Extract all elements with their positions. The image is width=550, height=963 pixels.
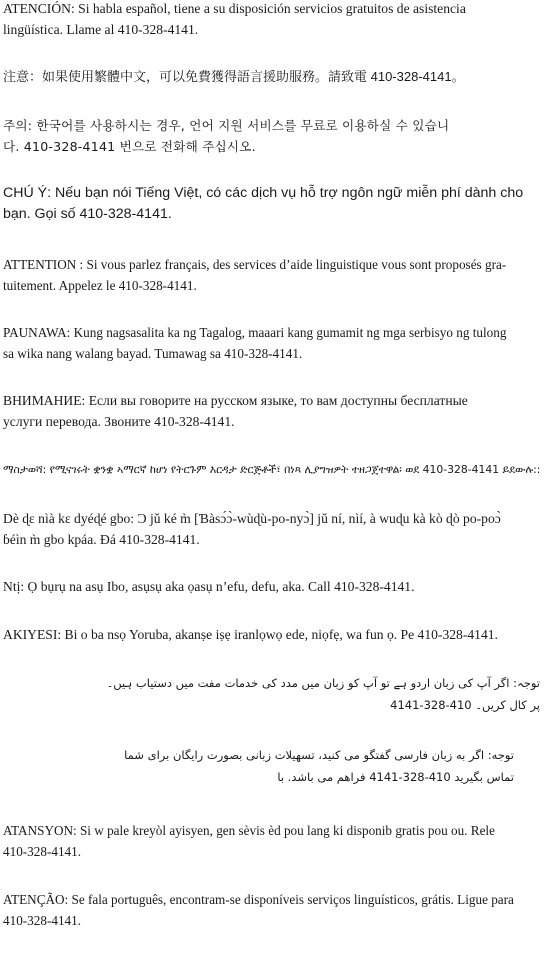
notice-spanish: [3, 0, 545, 40]
notice-portuguese: [3, 889, 545, 931]
notice-amharic: [3, 459, 545, 480]
notice-line: Ntị: Ọ bụrụ na asụ Ibo, asụsụ aka ọasụ n’efu, defu, aka. Call 410-328-4141.: [3, 579, 415, 594]
notice-igbo: [3, 576, 545, 597]
notice-line: bạn. Gọi số 410-328-4141.: [3, 206, 172, 222]
notice-haitian-creole: [3, 820, 545, 862]
notice-line: پر کال کریں۔ 410-328-4141: [390, 698, 540, 712]
notice-line: تماس بگیرید 410-328-4141 فراهم می باشد. با: [277, 770, 514, 784]
notice-line: 410-328-4141.: [3, 913, 82, 928]
notice-line: услуги перевода. Звоните 410-328-4141.: [3, 414, 235, 429]
notice-korean: [3, 115, 545, 157]
notice-line: 注意：如果使用繁體中文，可以免費獲得語言援助服務。請致電 410-328-4141。: [3, 69, 465, 84]
notice-line: AKIYESI: Bi o ba nsọ Yoruba, akanṣe iṣẹ iranlọwọ ede, niọfẹ, wa fun ọ. Pe 410-328-4141.: [3, 627, 498, 642]
notice-french: [3, 254, 545, 296]
notice-farsi: [0, 744, 514, 788]
notice-line: sa wika nang walang bayad. Tumawag sa 410-328-4141.: [3, 346, 303, 361]
notice-line: Dè ɖɛ nìà kɛ dyéɖé gbo: Ɔ jǔ ké m̀ [Ɓàsɔ́ɔ̀-wùɖù-po-nyɔ̀] jǔ ní, nìí, à wuɖu kà kò ɖò po-poɔ̀: [3, 511, 501, 526]
notice-russian: [3, 390, 545, 432]
notice-line: PAUNAWA: Kung nagsasalita ka ng Tagalog, maaari kang gumamit ng mga serbisyo ng tulong: [3, 325, 507, 340]
notice-chinese: [3, 66, 545, 87]
notice-line: ATENCIÓN: Si habla español, tiene a su disposición servicios gratuitos de asistencia: [3, 1, 466, 16]
notice-line: 410-328-4141.: [3, 844, 82, 859]
notice-line: ማስታወሻ: የሚናገሩት ቋንቋ ኣማርኛ ከሆነ የትርጉም እርዳታ ድርጅቶች፣ በነጻ ሊያግዝዎት ተዘጋጀተዋል፡ ወደ 410-328-4141 ይደውሉ::: [3, 463, 541, 476]
notice-urdu: [20, 672, 540, 716]
notice-line: lingüística. Llame al 410-328-4141.: [3, 22, 199, 37]
notice-line: ɓéìn m̀ gbo kpáa. Ɖá 410-328-4141.: [3, 532, 200, 547]
notice-yoruba: [3, 624, 545, 645]
notice-line: ВНИМАНИЕ: Если вы говорите на русском языке, то вам доступны бесплатные: [3, 393, 468, 408]
notice-tagalog: [3, 322, 545, 364]
notice-line: ATENÇÃO: Se fala português, encontram-se disponíveis serviços linguísticos, grátis. Ligue para: [3, 892, 514, 907]
notice-line: 다. 410-328-4141 번으로 전화해 주십시오.: [3, 139, 256, 154]
notice-line: tuitement. Appelez le 410-328-4141.: [3, 278, 197, 293]
notice-line: ATANSYON: Si w pale kreyòl ayisyen, gen sèvis èd pou lang ki disponib gratis pou ou. Rele: [3, 823, 495, 838]
notice-vietnamese: [3, 183, 545, 225]
notice-line: توجه: اگر به زبان فارسی گفتگو می کنید، تسهیلات زبانی بصورت رایگان برای شما: [124, 748, 514, 762]
notice-line: CHÚ Ý: Nếu bạn nói Tiếng Việt, có các dịch vụ hỗ trợ ngôn ngữ miễn phí dành cho: [3, 185, 524, 201]
notice-line: 주의: 한국어를 사용하시는 경우, 언어 지원 서비스를 무료로 이용하실 수 있습니: [3, 118, 450, 133]
notice-kru: [3, 508, 545, 550]
notice-line: ATTENTION : Si vous parlez français, des services d’aide linguistique vous sont proposés gra-: [3, 257, 507, 272]
notice-line: توجہ: اگر آپ کی زبان اردو ہے تو آپ کو زبان میں مدد کی خدمات مفت میں دستیاب ہیں۔: [106, 676, 540, 690]
